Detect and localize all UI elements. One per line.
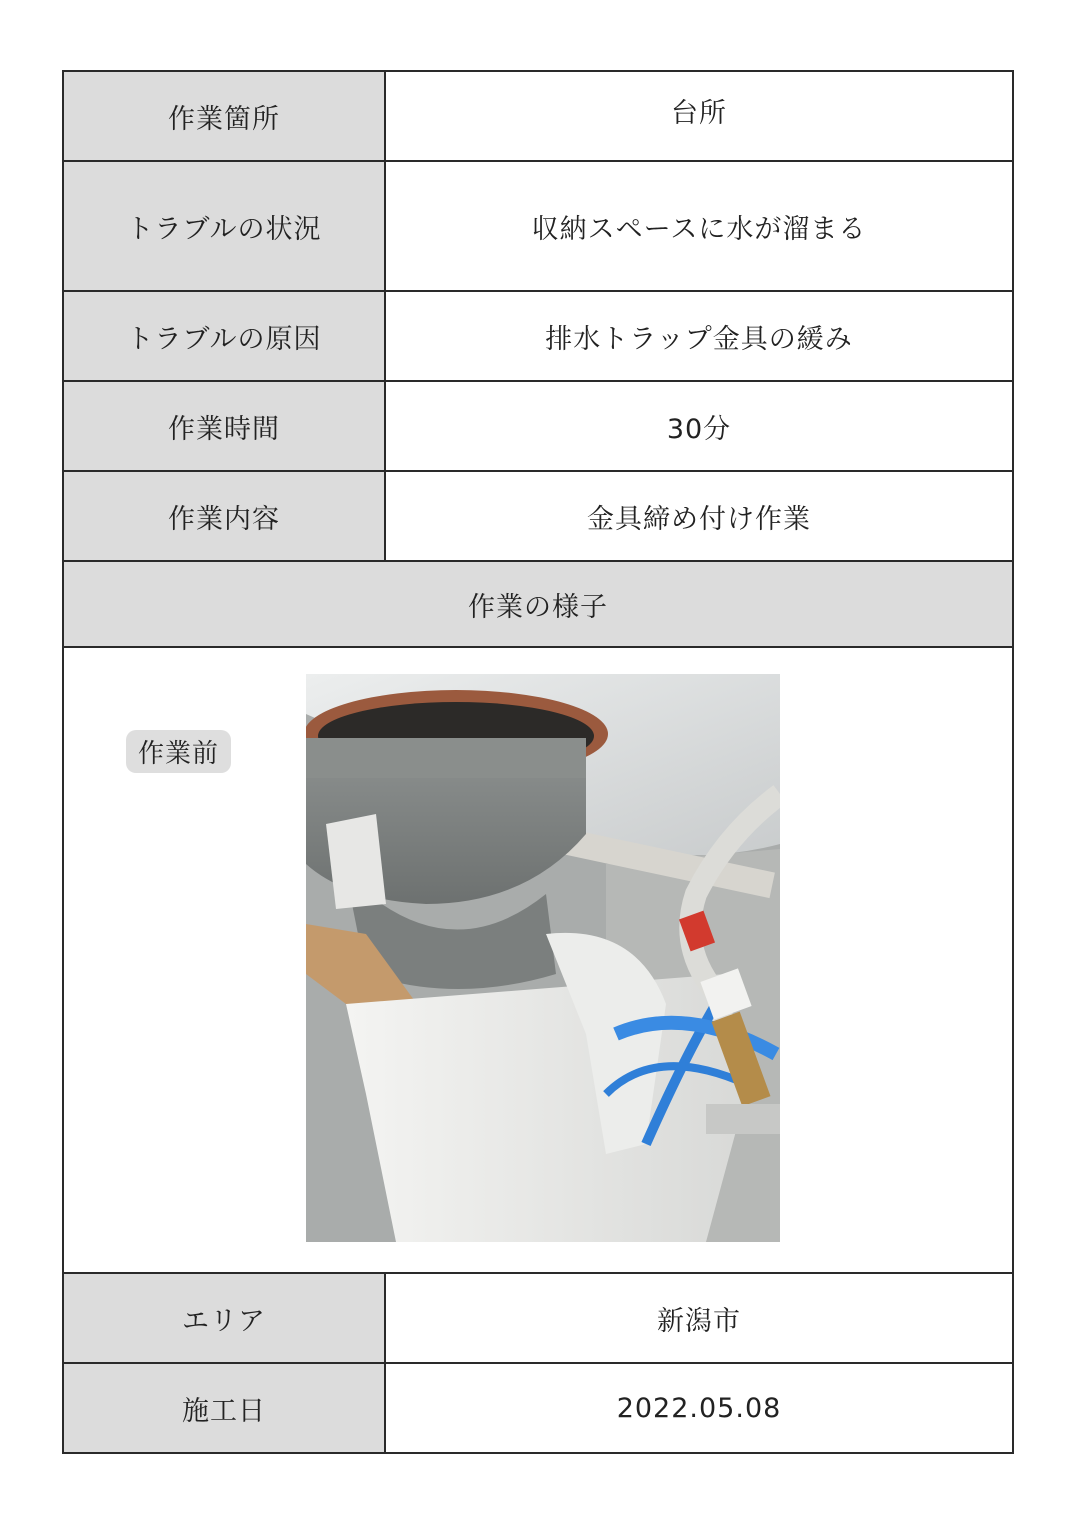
row-work-time: [62, 380, 1014, 470]
report-table: [62, 70, 1014, 1454]
row-photo: [62, 646, 1014, 1272]
row-location: [62, 70, 1014, 160]
section-title: 作業の様子: [64, 562, 1012, 646]
label-trouble-cause: トラブルの原因: [64, 292, 386, 380]
row-trouble-cause: [62, 290, 1014, 380]
value-location: 台所: [386, 72, 1012, 160]
label-work-content: 作業内容: [64, 472, 386, 560]
value-trouble-status: 収納スペースに水が溜まる: [386, 162, 1012, 290]
work-photo: [306, 674, 780, 1242]
label-work-time: 作業時間: [64, 382, 386, 470]
row-date: [62, 1362, 1014, 1454]
row-section-header: [62, 560, 1014, 646]
value-trouble-cause: 排水トラップ金具の緩み: [386, 292, 1012, 380]
before-badge: 作業前: [126, 730, 231, 773]
label-location: 作業箇所: [64, 72, 386, 160]
value-area: 新潟市: [386, 1274, 1012, 1362]
label-date: 施工日: [64, 1364, 386, 1452]
value-work-time: 30分: [386, 382, 1012, 470]
label-area: エリア: [64, 1274, 386, 1362]
row-trouble-status: [62, 160, 1014, 290]
value-work-content: 金具締め付け作業: [386, 472, 1012, 560]
label-trouble-status: トラブルの状況: [64, 162, 386, 290]
row-work-content: [62, 470, 1014, 560]
photo-cell: [64, 648, 1012, 1272]
row-area: [62, 1272, 1014, 1362]
value-date: 2022.05.08: [386, 1364, 1012, 1452]
